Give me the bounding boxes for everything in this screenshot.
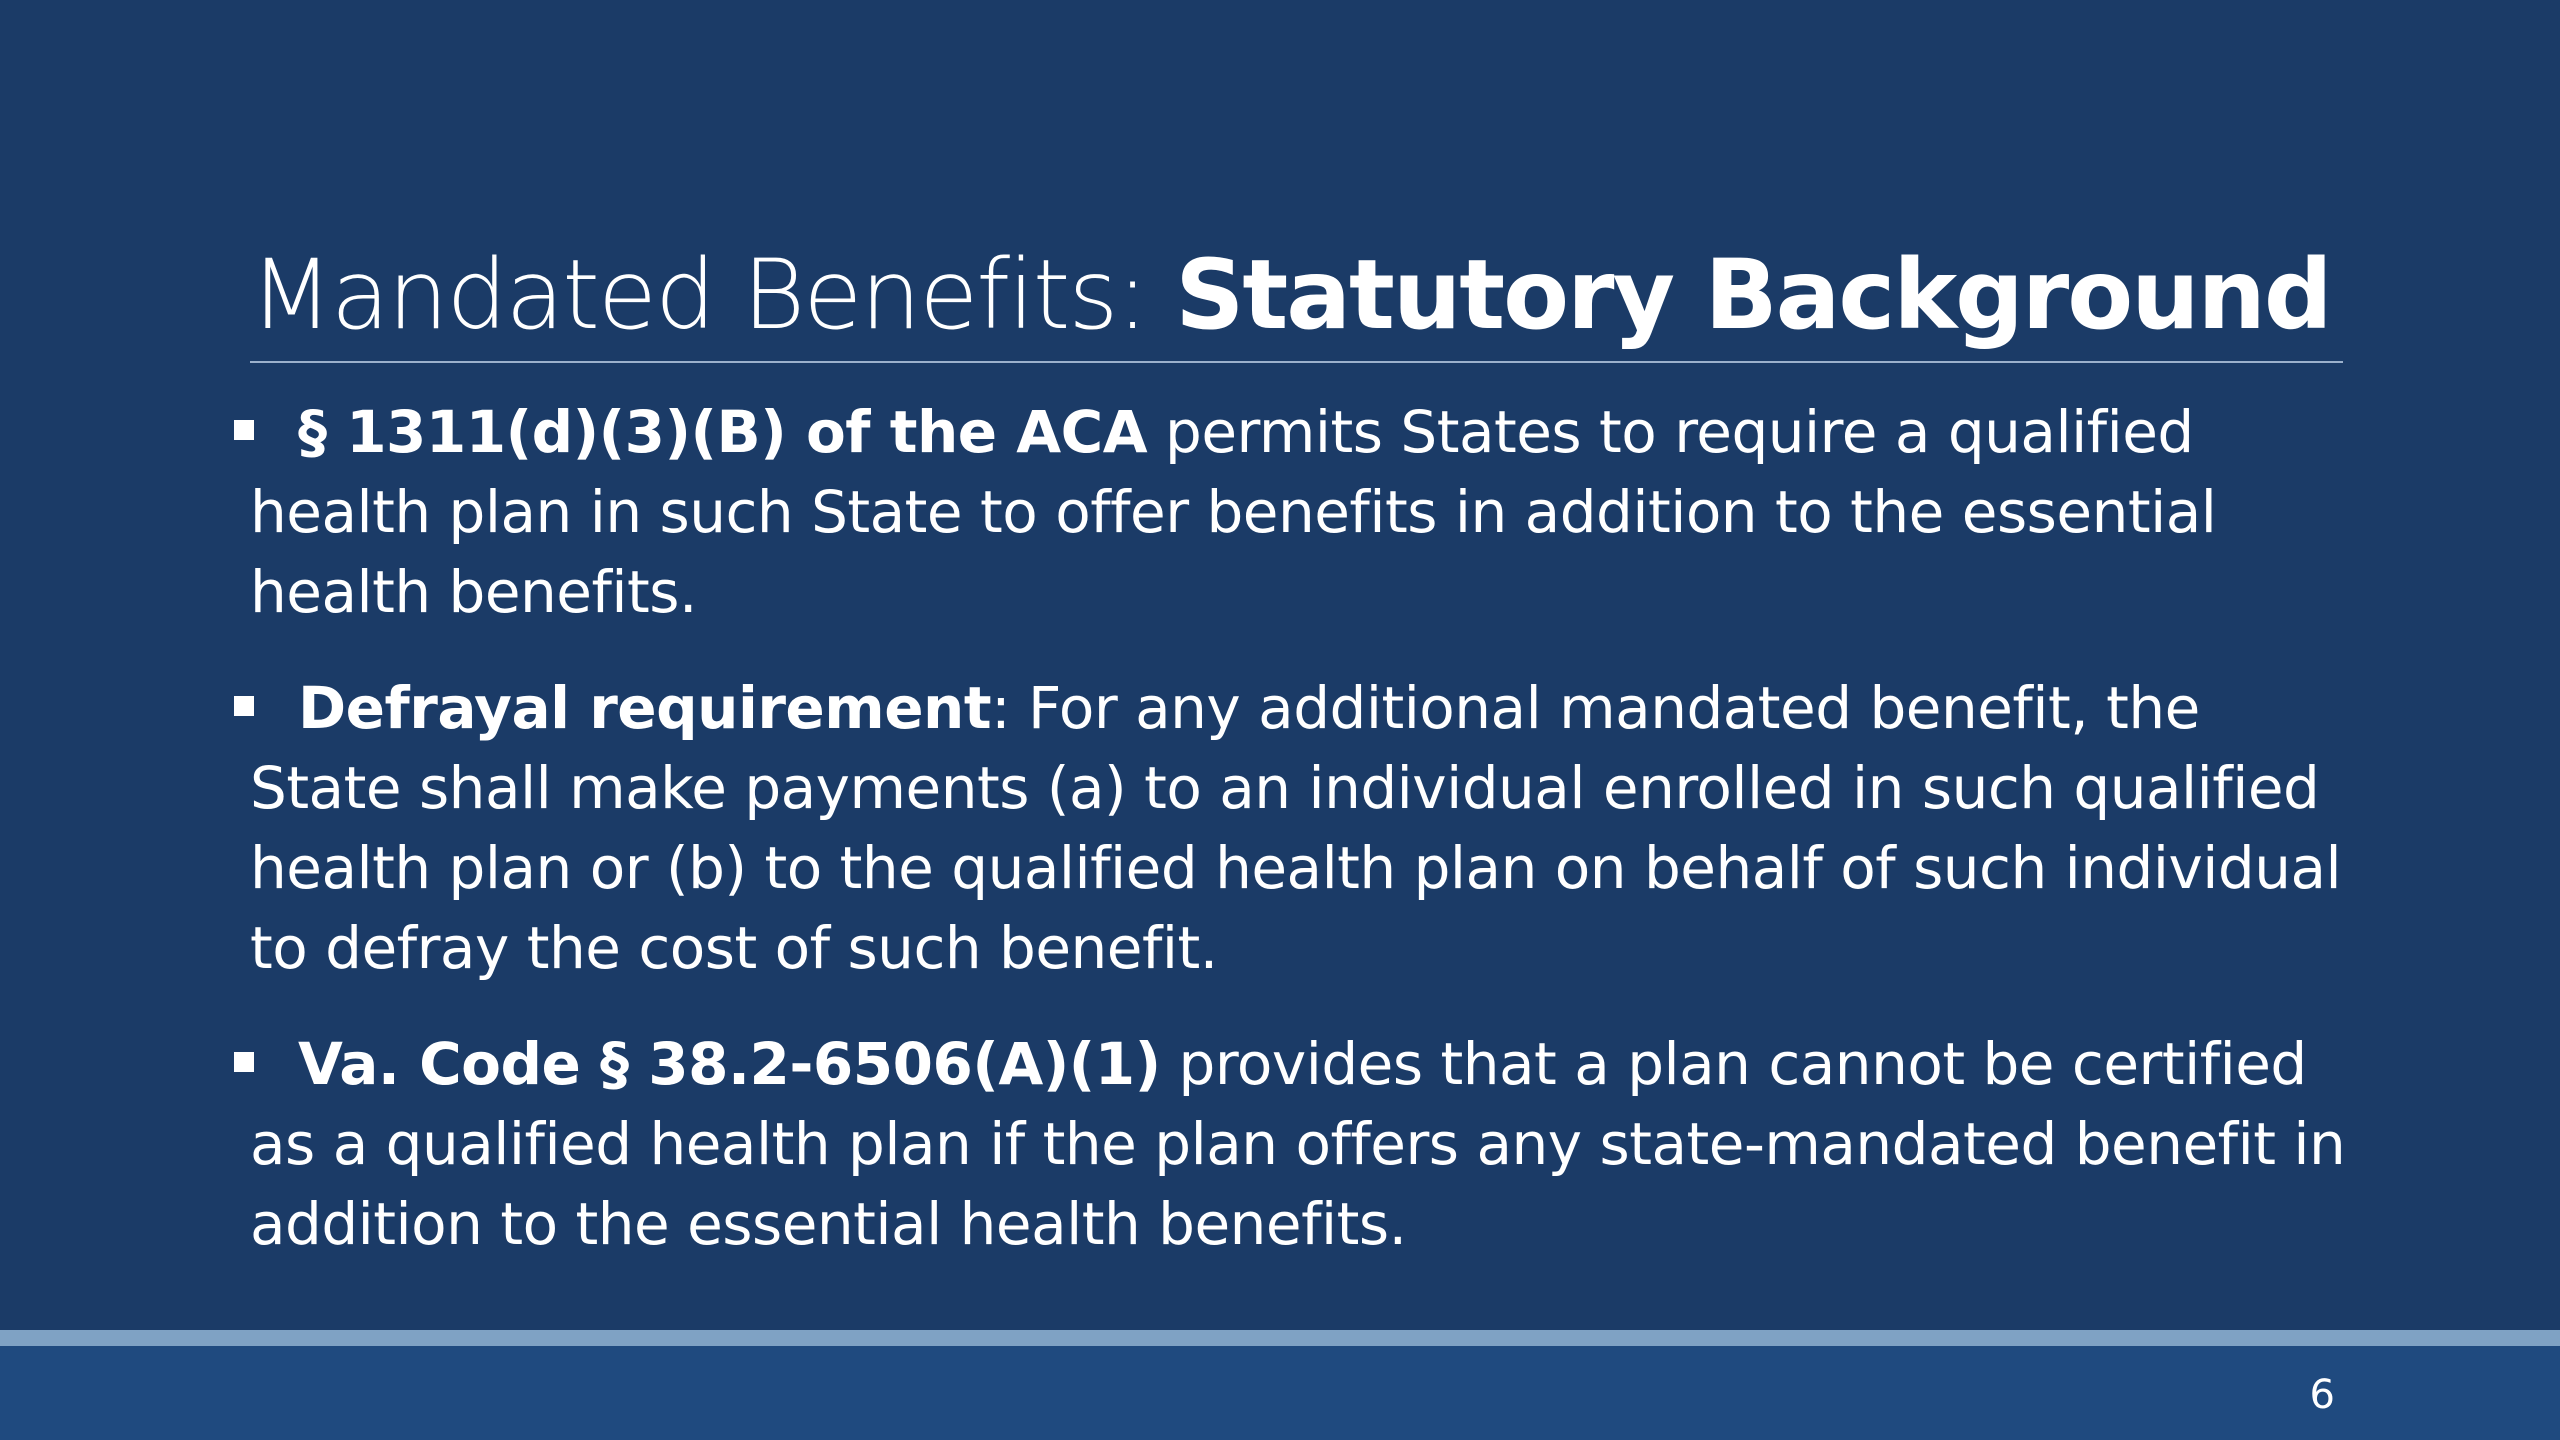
square-bullet-icon [234, 420, 254, 440]
bullet-bold-text: Defrayal requirement [298, 674, 992, 742]
square-bullet-icon [234, 1052, 254, 1072]
bullet-text: provides that a plan cannot be certified as a qualified health plan if the plan offers any state-mandated benefit in addition to the essential health benefits. [250, 1030, 2346, 1258]
bullet-text: permits States to require a qualified health plan in such State to offer benefits in addition to the essential health benefits. [250, 398, 2217, 626]
bullet-bold-text: Va. Code § 38.2-6506(A)(1) [298, 1030, 1161, 1098]
bullet-bold-text: § 1311(d)(3)(B) of the ACA [298, 398, 1148, 466]
footer-band [0, 1346, 2560, 1440]
bullet-item [250, 1024, 2360, 1264]
slide-title [250, 230, 2350, 360]
title-divider [250, 361, 2343, 363]
square-bullet-icon [234, 696, 254, 716]
bullet-item [250, 668, 2360, 988]
footer-stripe [0, 1330, 2560, 1346]
slide-title-regular: Mandated Benefits: [250, 239, 1176, 351]
slide-title-bold: Statutory Background [1175, 239, 2331, 351]
page-number: 6 [2309, 1372, 2335, 1418]
bullet-text: : For any additional mandated benefit, the State shall make payments (a) to an individual enrolled in such qualified health plan or (b) to the qualified health plan on behalf of such individual to defray the cost of such benefit. [250, 674, 2342, 982]
bullet-item [250, 392, 2360, 632]
bullet-list [250, 392, 2360, 1300]
